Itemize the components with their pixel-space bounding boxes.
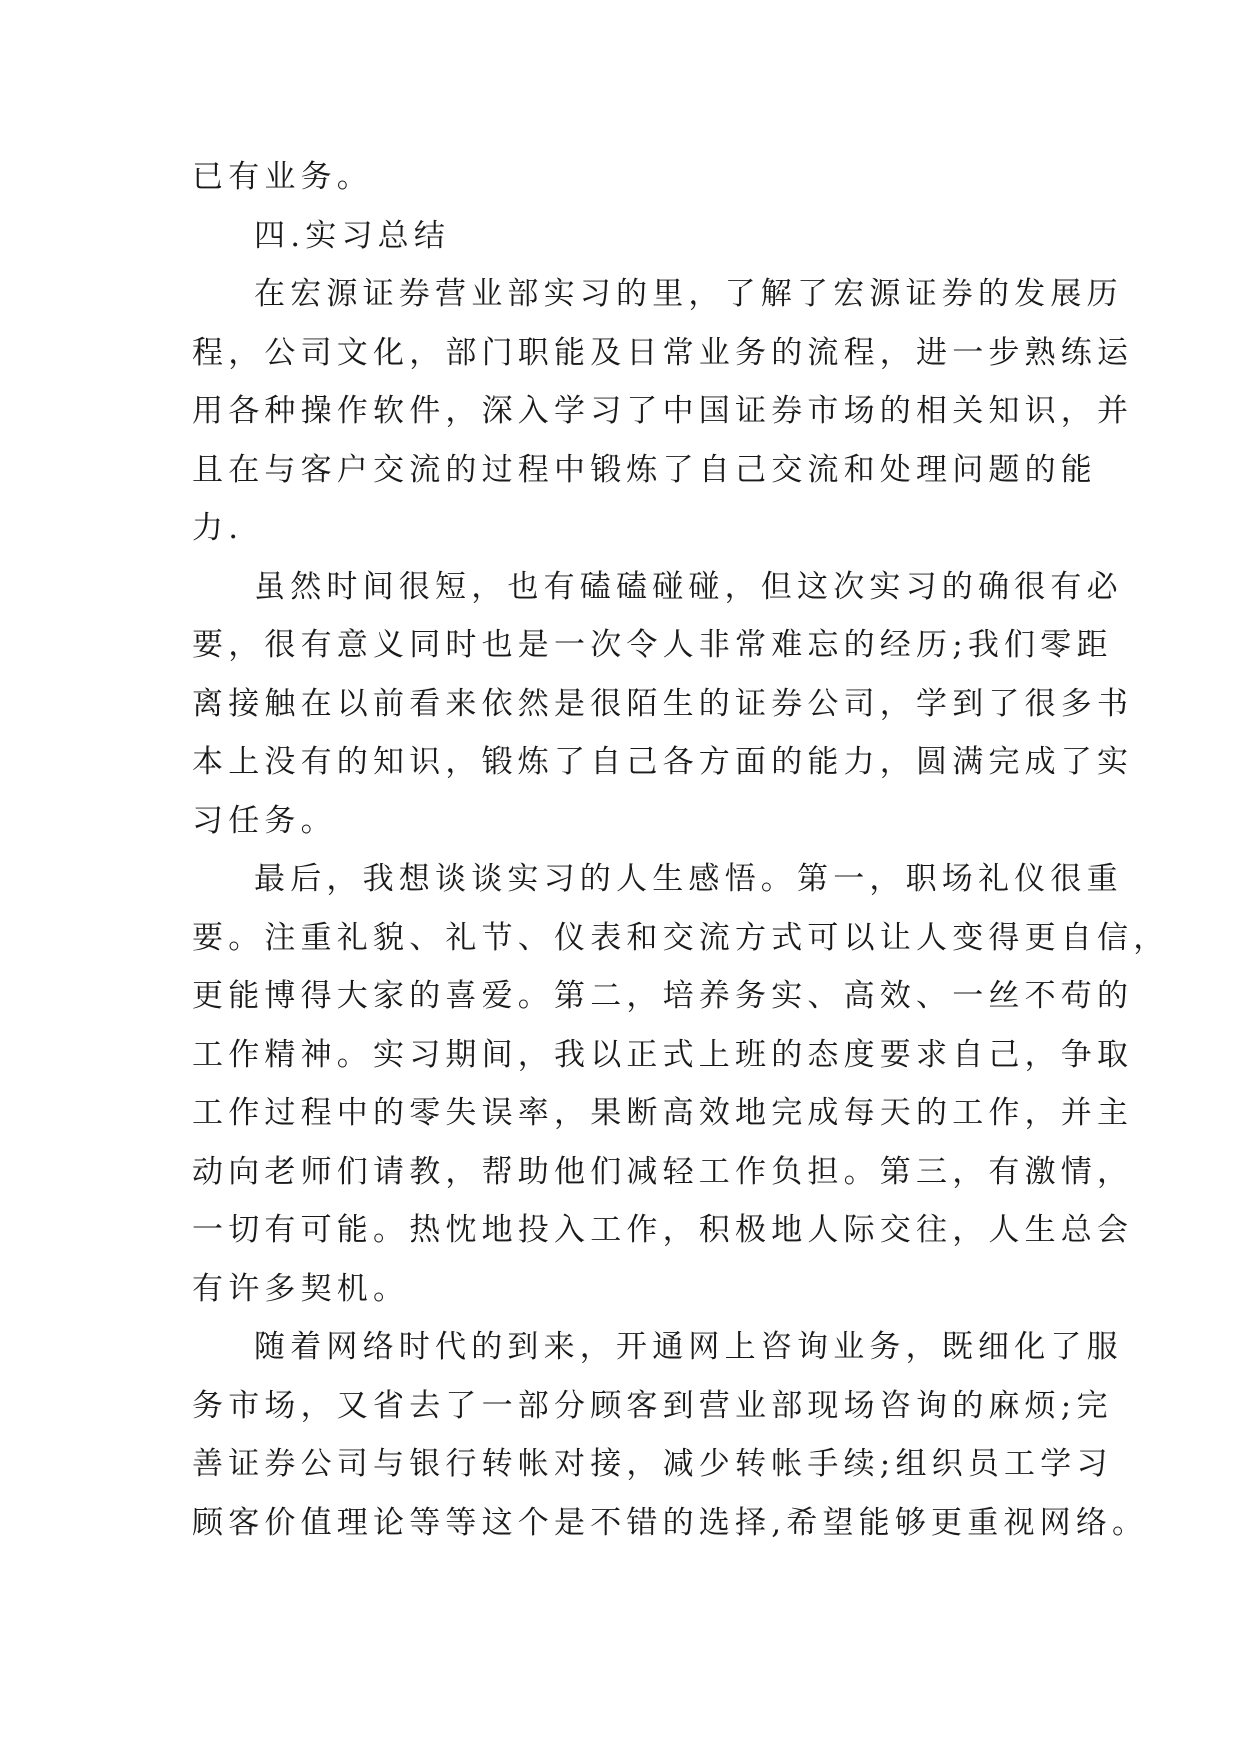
text-line: 在宏源证券营业部实习的里，了解了宏源证券的发展历 [254,276,1123,312]
paragraph [192,265,1134,558]
text-line: 习任务。 [192,802,337,839]
paragraph [192,1318,1149,1552]
text-line: 力. [192,510,244,546]
text-line: 用各种操作软件，深入学习了中国证券市场的相关知识，并 [192,393,1134,429]
paragraph [192,850,1170,1318]
text-line: 善证券公司与银行转帐对接，减少转帐手续;组织员工学习 [192,1446,1113,1482]
text-line: 本上没有的知识，锻炼了自己各方面的能力，圆满完成了实 [192,744,1134,780]
text-line: 更能博得大家的喜爱。第二，培养务实、高效、一丝不苟的 [192,978,1134,1014]
text-line: 要，很有意义同时也是一次令人非常难忘的经历;我们零距 [192,627,1113,663]
document-body [192,148,1170,1552]
text-line: 一切有可能。热忱地投入工作，积极地人际交往，人生总会 [192,1212,1134,1248]
text-line: 虽然时间很短，也有磕磕碰碰，但这次实习的确很有必 [254,568,1123,605]
text-line: 随着网络时代的到来，开通网上咨询业务，既细化了服 [254,1329,1123,1365]
text-line: 务市场，又省去了一部分顾客到营业部现场咨询的麻烦;完 [192,1387,1113,1424]
text-line: 四.实习总结 [254,217,451,254]
text-line: 已有业务。 [192,159,373,195]
text-line: 顾客价值理论等等这个是不错的选择,希望能够更重视网络。 [192,1504,1149,1541]
text-line: 工作精神。实习期间，我以正式上班的态度要求自己，争取 [192,1036,1134,1073]
text-line: 要。注重礼貌、礼节、仪表和交流方式可以让人变得更自信， [192,919,1170,956]
text-line: 且在与客户交流的过程中锻炼了自己交流和处理问题的能 [192,451,1097,488]
text-line: 程，公司文化，部门职能及日常业务的流程，进一步熟练运 [192,334,1134,371]
text-line: 有许多契机。 [192,1270,410,1307]
paragraph [192,207,1052,266]
text-line: 工作过程中的零失误率，果断高效地完成每天的工作，并主 [192,1095,1134,1131]
text-line: 离接触在以前看来依然是很陌生的证券公司，学到了很多书 [192,685,1134,722]
text-line: 最后，我想谈谈实习的人生感悟。第一，职场礼仪很重 [254,861,1123,897]
paragraph [192,148,1052,207]
text-line: 动向老师们请教，帮助他们减轻工作负担。第三，有激情， [192,1153,1134,1190]
paragraph [192,558,1134,851]
